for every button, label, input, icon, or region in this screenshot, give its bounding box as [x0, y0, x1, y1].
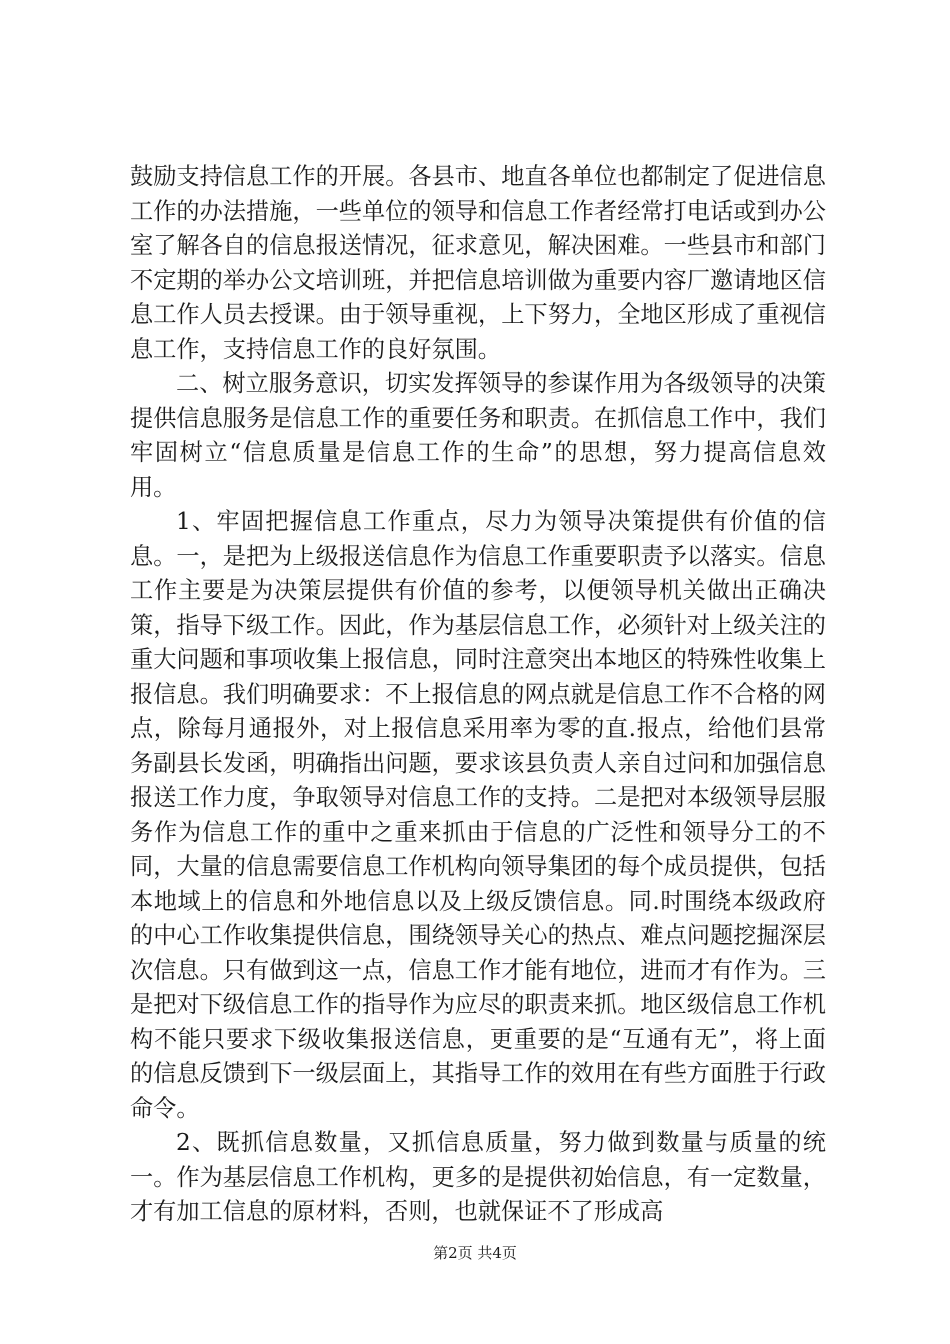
- paragraph-section-two: 二、树立服务意识，切实发挥领导的参谋作用为各级领导的决策提供信息服务是信息工作的重要任务和职责。在抓信息工作中，我们牢固树立“信息质量是信息工作的生命”的思想，努力提高信息效用。: [130, 370, 826, 501]
- paragraph-item-one: 1、牢固把握信息工作重点，尽力为领导决策提供有价值的信息。一，是把为上级报送信息作为信息工作重要职责予以落实。信息工作主要是为决策层提供有价值的参考，以便领导机关做出正确决策，指导下级工作。因此，作为基层信息工作，必须针对上级关注的重大问题和事项收集上报信息，同时注意突出本地区的特殊性收集上报信息。我们明确要求：不上报信息的网点就是信息工作不合格的网点，除每月通报外，对上报信息采用率为零的直.报点，给他们县常务副县长发函，明确指出问题，要求该县负责人亲自过问和加强信息报送工作力度，争取领导对信息工作的支持。二是把对本级领导层服务作为信息工作的重中之重来抓由于信息的广泛性和领导分工的不同，大量的信息需要信息工作机构向领导集团的每个成员提供，包括本地域上的信息和外地信息以及上级反馈信息。同.时围绕本级政府的中心工作收集提供信息，围绕领导关心的热点、难点问题挖掘深层次信息。只有做到这一点，信息工作才能有地位，进而才有作为。三是把对下级信息工作的指导作为应尽的职责来抓。地区级信息工作机构不能只要求下级收集报送信息，更重要的是“互通有无”，将上面的信息反馈到下一级层面上，其指导工作的效用在有些方面胜于行政命令。: [130, 508, 826, 1122]
- page-number-footer: 第2页 共4页: [433, 1244, 517, 1262]
- paragraph-continuation: 鼓励支持信息工作的开展。各县市、地直各单位也都制定了促进信息工作的办法措施，一些单位的领导和信息工作者经常打电话或到办公室了解各自的信息报送情况，征求意见，解决困难。一些县市和部门不定期的举办公文培训班，并把信息培训做为重要内容厂邀请地区信息工作人员去授课。由于领导重视，上下努力，全地区形成了重视信息工作，支持信息工作的良好氛围。: [130, 163, 826, 363]
- document-body: [130, 160, 826, 1230]
- paragraph-item-two: 2、既抓信息数量，又抓信息质量，努力做到数量与质量的统一。作为基层信息工作机构，更多的是提供初始信息，有一定数量，才有加工信息的原材料，否则，也就保证不了形成高: [130, 1129, 826, 1225]
